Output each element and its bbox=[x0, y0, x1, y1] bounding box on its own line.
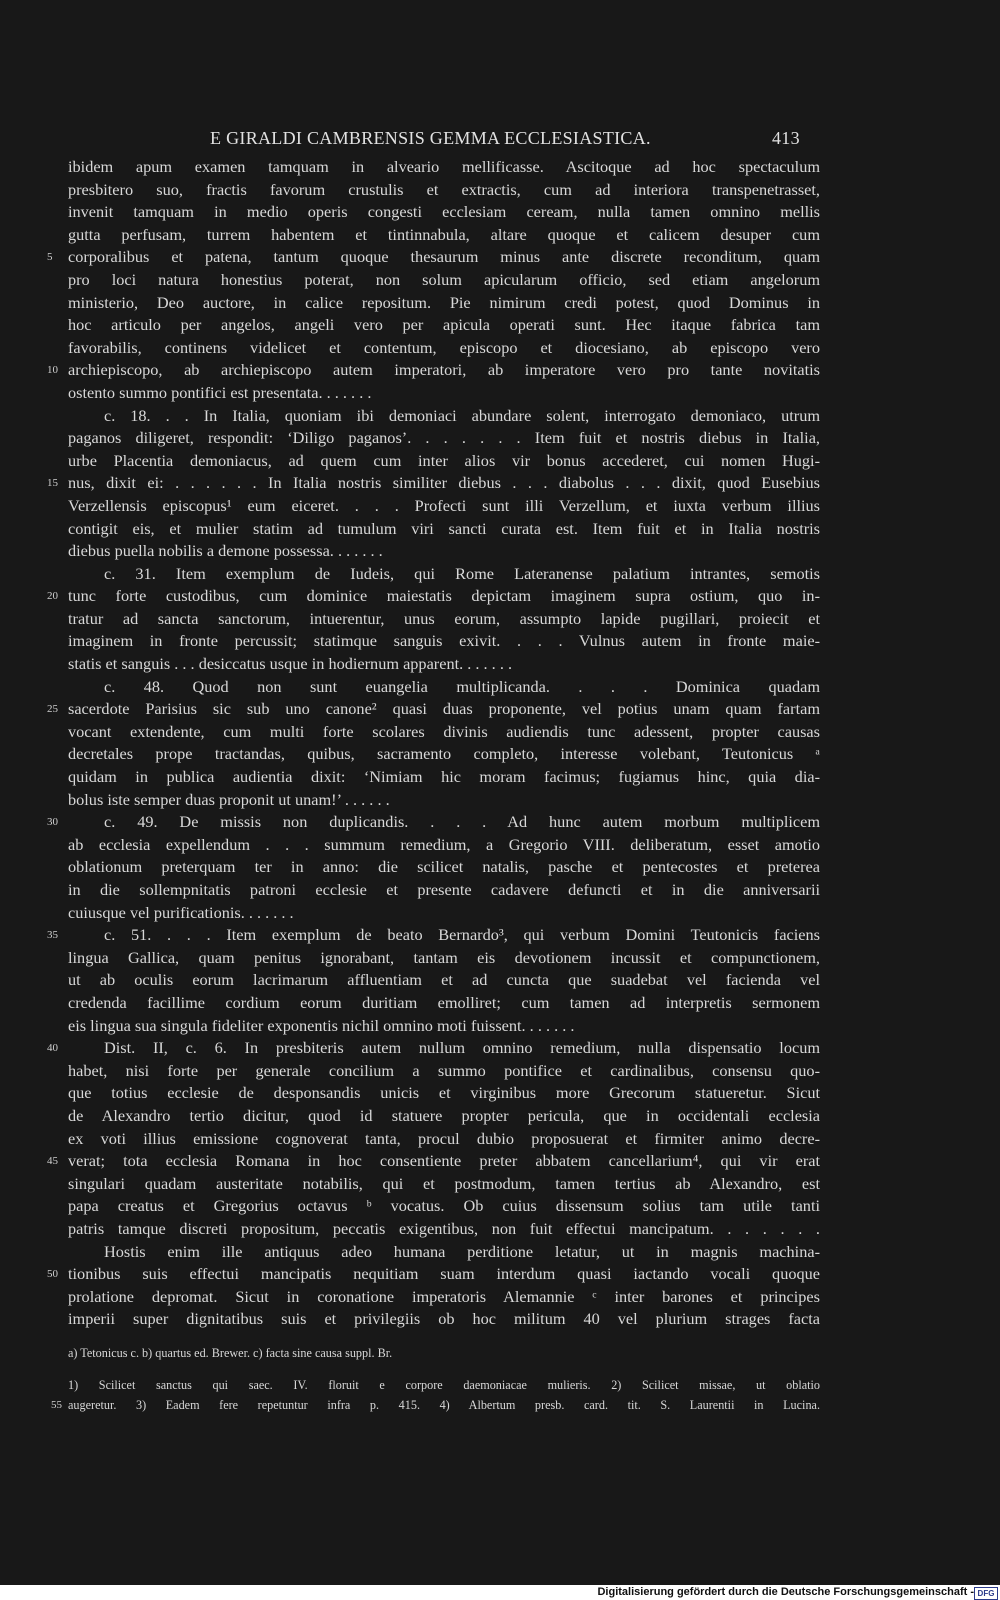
text-line bbox=[68, 789, 820, 812]
text-line bbox=[68, 563, 820, 586]
funding-credit: Digitalisierung gefördert durch die Deutsche Forschungsgemeinschaft - bbox=[597, 1586, 974, 1598]
text-line bbox=[68, 743, 820, 766]
text-line bbox=[68, 314, 820, 337]
line-number: 20 bbox=[47, 590, 58, 603]
line-number: 50 bbox=[47, 1268, 58, 1281]
text-line bbox=[47, 1263, 820, 1286]
text-line bbox=[68, 1218, 820, 1241]
text-line bbox=[68, 1286, 820, 1309]
line-text: gutta perfusam, turrem habentem et tintinnabula, altare quoque et calicem desuper cum bbox=[68, 224, 820, 244]
line-text: oblationum preterquam ter in anno: die scilicet natalis, pasche et pentecostes et preterea bbox=[68, 857, 820, 877]
line-text: archiepiscopo, ab archiepiscopo autem imperatori, ab imperatore vero pro tante novitatis bbox=[68, 360, 820, 380]
text-line bbox=[68, 1105, 820, 1128]
line-text: favorabilis, continens videlicet et contentum, episcopo et diocesiano, ab episcopo vero bbox=[68, 337, 820, 357]
dfg-logo: DFG bbox=[974, 1587, 998, 1600]
running-title: E GIRALDI CAMBRENSIS GEMMA ECCLESIASTICA. bbox=[210, 128, 651, 148]
running-header bbox=[0, 128, 1000, 154]
line-text: corporalibus et patena, tantum quoque thesaurum minus ante discrete reconditum, quam bbox=[68, 247, 820, 267]
footer-bar bbox=[0, 1585, 1000, 1600]
line-text: augeretur. 3) Eadem fere repetuntur infra p. 415. 4) Albertum presb. card. tit. S. Laurentii in Lucina. bbox=[68, 1397, 820, 1412]
text-line bbox=[68, 201, 820, 224]
line-text: ab ecclesia expellendum . . . summum remedium, a Gregorio VIII. deliberatum, esset amotio bbox=[68, 834, 820, 854]
text-line bbox=[68, 856, 820, 879]
text-line bbox=[68, 721, 820, 744]
line-text: presbitero suo, fractis favorum crustulis et extractis, cum ad interiora transpenetrasset, bbox=[68, 179, 820, 199]
line-text: credenda facillime cordium eorum duritiam emolliret; cum tamen ad interpretis sermonem bbox=[68, 992, 820, 1012]
text-line bbox=[47, 359, 820, 382]
text-line bbox=[47, 698, 820, 721]
critical-apparatus: a) Tetonicus c. b) quartus ed. Brewer. c) facta sine causa suppl. Br. bbox=[68, 1345, 393, 1360]
line-text: in die sollempnitatis patroni ecclesie et presente cadavere defuncti et in die anniversarii bbox=[68, 880, 820, 899]
text-line bbox=[68, 427, 820, 450]
text-line bbox=[47, 924, 820, 947]
line-text: vocant extendente, cum multi forte scolares divinis audiendis tunc adessent, propter causas bbox=[68, 721, 820, 741]
text-line bbox=[68, 156, 820, 179]
text-line bbox=[47, 585, 820, 608]
line-number: 30 bbox=[47, 816, 58, 829]
line-text: ex voti illius emissione cognoverat tanta, procul dubio proposuerat et firmiter animo decre- bbox=[68, 1128, 820, 1148]
text-line bbox=[68, 382, 820, 405]
text-line bbox=[68, 947, 820, 970]
text-line bbox=[68, 1241, 820, 1264]
text-line bbox=[47, 1150, 820, 1173]
line-text: imperii super dignitatibus suis et privilegiis ob hoc militum 40 vel plurium strages facta bbox=[68, 1309, 820, 1329]
line-number: 45 bbox=[47, 1155, 58, 1168]
line-text: imaginem in fronte percussit; statimque sanguis exivit. . . . Vulnus autem in fronte maie- bbox=[68, 631, 820, 651]
line-text: tionibus suis effectui mancipatis nequitiam suam interdum quasi iactando vocali quoque bbox=[68, 1264, 820, 1284]
line-text: urbe Placentia demoniacus, ad quem cum inter alios vir bonus accederet, cui nomen Hugi- bbox=[68, 450, 820, 470]
text-line bbox=[68, 1128, 820, 1151]
line-text: c. 48. Quod non sunt euangelia multiplicanda. . . . Dominica quadam bbox=[104, 676, 820, 696]
line-text: eis lingua sua singula fideliter exponentis nichil omnino moti fuissent. . . . . . . bbox=[68, 1015, 575, 1035]
text-line bbox=[68, 450, 820, 473]
text-line bbox=[68, 179, 820, 202]
text-line bbox=[68, 653, 820, 676]
line-text: tratur ad sancta sanctorum, intuerentur, unus eorum, assumpto lapide pugillari, proiecit et bbox=[68, 608, 820, 628]
line-text: Hostis enim ille antiquus adeo humana perditione letatur, ut in magnis machina- bbox=[104, 1241, 820, 1261]
text-line bbox=[68, 766, 820, 789]
text-line bbox=[68, 879, 820, 902]
text-line bbox=[68, 1082, 820, 1105]
text-line bbox=[47, 1037, 820, 1060]
line-text: ut ab oculis eorum lacrimarum affluentiam et ad cuncta que suadebat vel facienda vel bbox=[68, 970, 820, 990]
line-text: bolus iste semper duas proponit ut unam!’ . . . . . . bbox=[68, 789, 390, 809]
text-line bbox=[68, 1308, 820, 1331]
line-number: 40 bbox=[47, 1042, 58, 1055]
text-line bbox=[68, 1173, 820, 1196]
text-line bbox=[68, 630, 820, 653]
line-text: invenit tamquam in medio operis congesti ecclesiam ceream, nulla tamen omnino mellis bbox=[68, 202, 820, 222]
text-line bbox=[68, 608, 820, 631]
text-line bbox=[68, 269, 820, 292]
text-line bbox=[68, 337, 820, 360]
line-text: nus, dixit ei: . . . . . . In Italia nostris similiter diebus . . . diabolus . . . dixit, quod Eusebius bbox=[68, 473, 820, 493]
line-text: 1) Scilicet sanctus qui saec. IV. floruit e corpore daemoniacae mulieris. 2) Scilicet missae, ut oblatio bbox=[68, 1377, 820, 1392]
line-text: Verzellensis episcopus¹ eum eiceret. . . . Profecti sunt illi Verzellum, et iuxta verbum illius bbox=[68, 495, 820, 515]
line-number: 25 bbox=[47, 703, 58, 716]
line-text: patris tamque discreti propositum, peccatis exigentibus, non fuit effectui mancipatum. . . . . . . bbox=[68, 1218, 820, 1238]
text-line bbox=[47, 811, 820, 834]
page-number: 413 bbox=[772, 128, 800, 148]
line-text: c. 31. Item exemplum de Iudeis, qui Rome Lateranense palatium intrantes, semotis bbox=[104, 563, 820, 583]
text-line bbox=[68, 969, 820, 992]
line-text: pro loci natura honestius poterat, non solum apicularum officio, sed etiam angelorum bbox=[68, 269, 820, 289]
line-text: paganos diligeret, respondit: ‘Diligo paganos’. . . . . . . Item fuit et nostris diebus in Italia, bbox=[68, 428, 820, 448]
text-line bbox=[68, 1060, 820, 1083]
text-line bbox=[68, 1195, 820, 1218]
line-text: Dist. II, c. 6. In presbiteris autem nullum omnino remedium, nulla dispensatio locum bbox=[104, 1038, 820, 1058]
footnote-line bbox=[68, 1375, 820, 1395]
line-text: hoc articulo per angelos, angeli vero per apicula operati sunt. Hec itaque fabrica tam bbox=[68, 315, 820, 335]
text-line bbox=[68, 676, 820, 699]
line-number: 35 bbox=[47, 929, 58, 942]
line-text: c. 49. De missis non duplicandis. . . . Ad hunc autem morbum multiplicem bbox=[104, 812, 820, 832]
line-text: prolatione depromat. Sicut in coronatione imperatoris Alemannie ᶜ inter barones et principes bbox=[68, 1286, 820, 1306]
line-number: 10 bbox=[47, 364, 58, 377]
line-text: que totius ecclesie de desponsandis unicis et virginibus more Grecorum statueretur. Sicut bbox=[68, 1083, 820, 1103]
line-number: 5 bbox=[47, 251, 53, 264]
line-text: sacerdote Parisius sic sub uno canone² quasi duas proponente, vel potius unam quam fartam bbox=[68, 699, 820, 719]
footnote-line bbox=[51, 1395, 820, 1415]
line-text: tunc forte custodibus, cum dominice maiestatis depictam imaginem supra ostium, quo in- bbox=[68, 586, 820, 606]
text-line bbox=[68, 518, 820, 541]
text-line bbox=[68, 405, 820, 428]
line-text: de Alexandro tertio dicitur, quod id statuere propter pericula, que in occidentali ecclesia bbox=[68, 1105, 820, 1125]
line-text: ibidem apum examen tamquam in alveario mellificasse. Ascitoque ad hoc spectaculum bbox=[68, 157, 820, 176]
line-text: c. 51. . . . Item exemplum de beato Bernardo³, qui verbum Domini Teutonicis faciens bbox=[104, 925, 820, 945]
text-line bbox=[68, 495, 820, 518]
text-line bbox=[68, 292, 820, 315]
line-text: statis et sanguis . . . desiccatus usque in hodiernum apparent. . . . . . . bbox=[68, 654, 513, 674]
text-line bbox=[68, 540, 820, 563]
text-line bbox=[68, 1015, 820, 1038]
line-text: c. 18. . . In Italia, quoniam ibi demoniaci abundare solent, interrogato demoniaco, utrum bbox=[104, 405, 820, 425]
line-text: papa creatus et Gregorius octavus ᵇ vocatus. Ob cuius dissensum solius tam utile tanti bbox=[68, 1196, 820, 1216]
line-text: verat; tota ecclesia Romana in hoc consentiente preter abbatem cancellarium⁴, qui vir erat bbox=[68, 1151, 820, 1171]
line-text: habet, nisi forte per generale concilium a summo pontifice et cardinalibus, consensu quo- bbox=[68, 1060, 820, 1080]
text-line bbox=[68, 902, 820, 925]
line-text: lingua Gallica, quam penitus ignorabant, tantam eis devotionem incussit et compunctionem, bbox=[68, 947, 820, 967]
line-text: singulari quadam austeritate notabilis, qui et postmodum, tamen tertius ab Alexandro, est bbox=[68, 1173, 820, 1193]
line-text: quidam in publica audientia dixit: ‘Nimiam hic moram facimus; fugiamus hinc, quia dia- bbox=[68, 767, 820, 787]
text-line bbox=[68, 834, 820, 857]
line-number: 15 bbox=[47, 477, 58, 490]
text-line bbox=[68, 224, 820, 247]
line-text: decretales prope tractandas, quibus, sacramento completo, interesse volebant, Teutonicus ᵃ bbox=[68, 744, 820, 764]
text-line bbox=[68, 992, 820, 1015]
main-text bbox=[47, 156, 820, 1415]
line-number: 55 bbox=[51, 1398, 62, 1411]
text-line bbox=[47, 246, 820, 269]
line-text: ministerio, Deo auctore, in calice repositum. Pie nimirum credi potest, quod Dominus in bbox=[68, 292, 820, 312]
line-text: cuiusque vel purificationis. . . . . . . bbox=[68, 902, 294, 922]
line-text: diebus puella nobilis a demone possessa. . . . . . . bbox=[68, 541, 383, 561]
line-text: ostento summo pontifici est presentata. . . . . . . bbox=[68, 382, 372, 402]
line-text: contigit eis, et mulier statim ad tumulum viri sancti curata est. Item fuit et in Italia nostris bbox=[68, 518, 820, 538]
text-line bbox=[47, 472, 820, 495]
